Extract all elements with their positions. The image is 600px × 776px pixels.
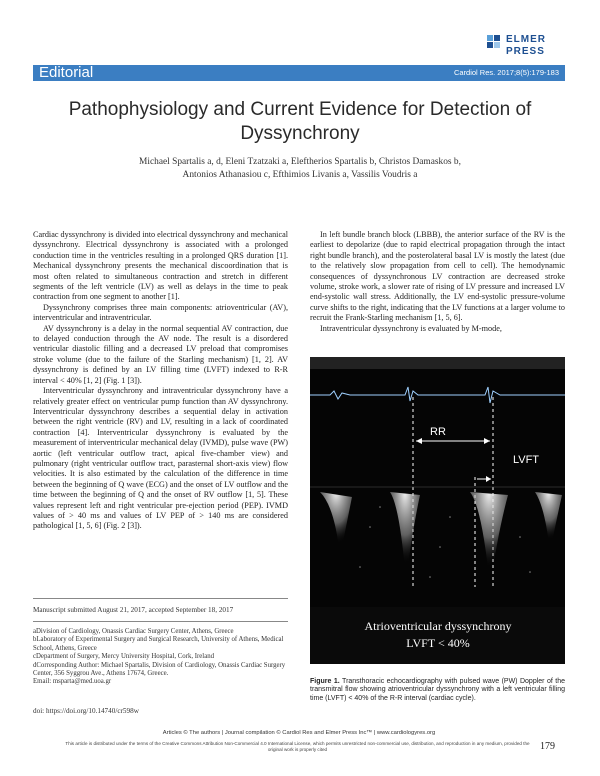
author-list bbox=[60, 156, 540, 182]
page-number: 179 bbox=[540, 741, 555, 752]
affiliation: aDivision of Cardiology, Onassis Cardiac Surgery Center, Athens, Greece bbox=[33, 628, 234, 635]
caption-label: Figure 1. bbox=[310, 678, 340, 685]
rr-label: RR bbox=[430, 426, 446, 438]
lvft-label: LVFT bbox=[512, 454, 540, 466]
paragraph: Dyssynchrony comprises three main components: atrioventricular (AV), interventricular and intraventricular. bbox=[33, 302, 288, 323]
right-column-body bbox=[310, 230, 565, 334]
section-label: Editorial bbox=[39, 64, 94, 81]
figure-overlay-line-2: LVFT < 40% bbox=[406, 636, 470, 650]
figure-1-doppler-image bbox=[310, 357, 565, 664]
authors-line-1: Michael Spartalis a, d, Eleni Tzatzaki a, Eleftherios Spartalis b, Christos Damaskos b, bbox=[139, 157, 461, 167]
figure-overlay-line-1: Atrioventricular dyssynchrony bbox=[364, 619, 512, 633]
article-title: Pathophysiology and Current Evidence for Detection of Dyssynchrony bbox=[68, 99, 532, 144]
logo-word-2: PRESS bbox=[506, 46, 545, 57]
doi-link[interactable]: doi: https://doi.org/10.14740/cr598w bbox=[33, 707, 139, 715]
logo-word-1: ELMER bbox=[506, 34, 546, 45]
press-logo-icon bbox=[487, 35, 501, 49]
affiliation: dCorresponding Author: Michael Spartalis, Division of Cardiology, Onassis Cardiac Surgery Center, 356 Syggrou Ave., Athens 17674, Greece. bbox=[33, 661, 286, 678]
figure-caption bbox=[310, 678, 565, 703]
doppler-trace bbox=[310, 357, 565, 664]
paragraph: In left bundle branch block (LBBB), the anterior surface of the RV is the earliest to depolarize (due to rapid electrical propagation through the intact right bundle branch), and the posterolateral basal LV is mostly the latest (due to the relatively slow propagation from cell to cell). The hemodynamic consequences of dyssynchronous LV contraction are decreased stroke volume, stroke work, a slower rate of rising of LV pressure and increased LV end-systolic wall stress. Additionally, the LV end-systolic pressure-volume curve shifts to the right, indicating that the LV functions at a larger volume to recruit the Frank-Starling mechanism [1, 5, 6]. bbox=[310, 230, 565, 323]
caption-text: Transthoracic echocardiography with pulsed wave (PW) Doppler of the transmitral flow showing atrioventricular dyssynchrony with a left ventricular filling time (LVFT) < 40% of the R-R interval (cardiac cycle). bbox=[310, 678, 565, 702]
paragraph: AV dyssynchrony is a delay in the normal sequential AV contraction, due to delayed conduction through the AV node. The result is a disordered ventricular diastolic filling and a decreased LV preload that compromises stroke volume (due to the failure of the Starling mechanism) [1, 2]. AV dyssynchrony is defined by an LV filling time (LVFT) indexed to R-R interval < 40% [1, 2] (Fig. 1 [3]). bbox=[33, 323, 288, 385]
divider bbox=[33, 621, 288, 622]
affiliations bbox=[33, 628, 288, 687]
paragraph: Cardiac dyssynchrony is divided into electrical dyssynchrony and mechanical dyssynchrony. Electrical dyssynchrony is associated with a prolonged conduction time in the ventricles resulting in a prolonged QRS duration [1]. Mechanical dyssynchrony presents the mechanical discoordination that is most often related to simultaneous contraction and stretch in different segments of the left ventricle (LV) as well as delays in the time to peak contraction from one segment to another [1]. bbox=[33, 230, 288, 302]
journal-citation: Cardiol Res. 2017;8(5):179-183 bbox=[453, 68, 559, 77]
authors-line-2: Antonios Athanasiou c, Efthimios Livanis a, Vassilis Voudris a bbox=[182, 170, 418, 180]
affiliation: cDepartment of Surgery, Mercy University Hospital, Cork, Ireland bbox=[33, 653, 215, 661]
divider bbox=[33, 598, 288, 599]
footer-copyright: Articles © The authors | Journal compilation © Cardiol Res and Elmer Press Inc™ | www.cardiologyres.org bbox=[162, 730, 436, 736]
paragraph: Interventricular dyssynchrony and intraventricular dyssynchrony have a relatively greater effect on ventricular pump function than AV dyssynchrony. Interventricular dyssynchrony describes a sequential delay in activation between the right ventricle (RV) and LV, resulting in a lack of coordinated contraction [4]. Interventricular dyssynchrony is evaluated by the measurement of interventricular mechanical delay (IVMD), pulse wave (PW) aortic (left ventricular outflow tract, apical five-chamber view) and pulmonary (right ventricular outflow tract, parasternal short-axis view) flow velocities. It is also estimated by the calculation of the difference in time between the beginning of Q wave (ECG) and the onset of LV outflow and the time between the beginning of Q and the onset of RV outflow [1, 5]. These values represent left and right ventricular pre-ejection period (PEP). IVMD values of > 40 ms and values of LV PEP of > 140 ms are considered pathological [1, 5, 6] (Fig. 2 [3]). bbox=[33, 386, 288, 531]
left-column-body bbox=[33, 230, 288, 532]
footer-license: This article is distributed under the terms of the Creative Commons Attribution Non-Commercial 4.0 International License, which permits unrestricted non-commercial use, distribution, and reproduction in any medium, provided the original work is properly cited bbox=[65, 741, 530, 753]
corresponding-email[interactable]: Email: msparta@med.uoa.gr bbox=[33, 678, 112, 686]
publisher-logo bbox=[487, 33, 567, 63]
section-header-bar bbox=[33, 65, 565, 81]
affiliation: bLaboratory of Experimental Surgery and Surgical Research, University of Athens, Medical School, Athens, Greece bbox=[33, 636, 284, 652]
paragraph: Intraventricular dyssynchrony is evaluated by M-mode, bbox=[320, 323, 502, 333]
manuscript-dates: Manuscript submitted August 21, 2017, accepted September 18, 2017 bbox=[33, 606, 234, 614]
